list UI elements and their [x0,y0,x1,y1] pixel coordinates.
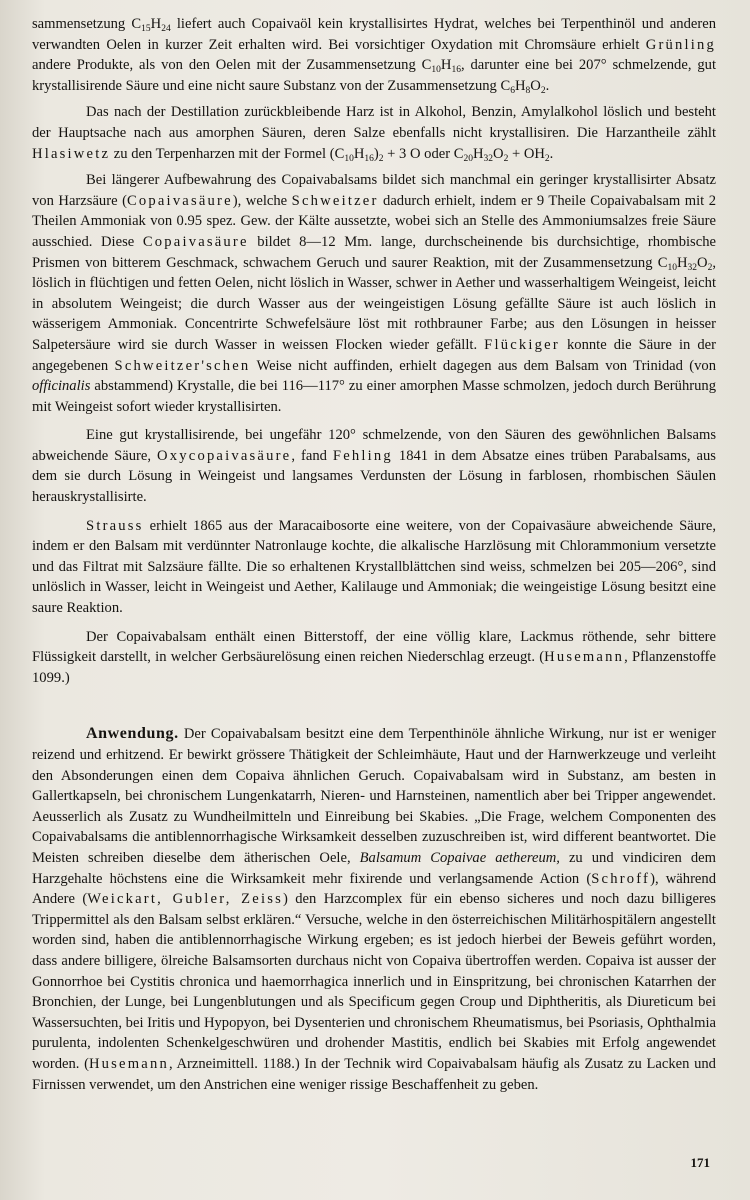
paragraph-7 [32,724,716,1095]
text-run: H [353,145,365,162]
author-name: Husemann [544,649,625,666]
subscript: 24 [161,24,171,34]
author-name: Schweitzer'schen [114,357,251,374]
text-run: + OH [508,145,545,162]
text-run: H [472,145,484,162]
text-run: Eine gut krystallisirende, bei ungefähr 120° schmelzende, von den Säuren des gewöhnlichen Balsams abweichende Säure, [32,427,716,464]
text-run: + 3 O oder C [383,145,464,162]
subscript: 8 [525,85,531,96]
text-run: , Pflanzenstoffe 1099.) [32,649,716,686]
text-run: H [514,77,526,94]
subscript: 2 [540,85,546,96]
text-run: O [530,77,541,94]
subscript: 32 [687,262,698,273]
subscript: 2 [544,153,550,164]
subscript: 10 [431,65,441,76]
paragraph-1 [32,14,716,96]
author-name: Flückiger [484,336,560,353]
subscript: 10 [344,153,354,164]
text-run: erhielt 1865 aus der Maracaibosorte eine weitere, von der Copaivasäure abweichende Säure, indem er den Balsam mit verdünnter Natronlauge kochte, die alkalische Harzlösung mit Chlorammonium versetzte und das Filtrat mit Salzsäure fällte. Die so erhaltenen Krystallblättchen sind weiss, schmelzen bei 205—206°, sind unlöslich in Wasser, leicht in Weingeist und Aether, Kalilauge und Ammoniak; die weingeistige Lösung besitzt eine saure Reaktion. [32,517,716,617]
author-names: Weickart, Gubler, Zeiss [87,891,283,908]
compound-name: Oxycopaivasäure [157,447,292,464]
text-run: , Arzneimittell. 1188.) In der Technik wird Copaivabalsam häufig als Zusatz zu Lacken und Firnissen verwendet, um den Anstrichen eine weniger rissige Beschaffenheit zu geben. [32,1055,716,1093]
text-run: andere Produkte, als von den Oelen mit der Zusammensetzung C [32,57,432,74]
text-run: bildet 8—12 Mm. lange, durchscheinende bis durchsichtige, rhombische Prismen von bitterem Geschmack, schwachem Geruch und saurer Reaktion, mit der Zusammensetzung C [32,233,716,271]
subscript: 20 [463,153,473,164]
author-name: Schweitzer [291,192,379,209]
paragraph-4 [32,425,716,507]
subscript: 15 [141,24,151,34]
subscript: 2 [503,153,509,164]
text-run: Bei längerer Aufbewahrung des Copaivabalsams bildet sich manchmal ein geringer krystallisirter Absatz von Harzsäure ( [32,172,716,209]
subscript: 2 [707,262,713,273]
text-run: ) [373,145,379,162]
page-number: 171 [690,1155,710,1170]
subscript: 2 [378,153,384,164]
text-run: Weise nicht auffinden, erhielt dagegen aus dem Balsam von Trinidad (von [250,357,716,374]
text-run: sammensetzung C [32,16,142,32]
text-run: dadurch erhielt, indem er 9 Theile Copaivabalsam mit 2 Theilen Ammoniak von 0.95 spez. Gew. der Kälte aussetzte, wobei sich an Stelle des Ammoniumsalzes freie Säure ausschied. Diese [32,192,716,250]
author-name: Schroff [591,870,651,887]
author-name: Strauss [86,517,144,534]
text-run: , löslich in flüchtigen und fetten Oelen, nicht löslich in Wasser, schwer in Aether und wasserhaltigem Weingeist, leicht in absolutem Weingeist; die durch Wasser aus der weingeistigen Lösung gefällte Säure ist auch löslich in wässerigem Ammoniak. Concentrirte Schwefelsäure löst mit rothbrauner Farbe; aus den Lösungen in heisser Salpetersäure wird sie durch Wasser in weissen Flocken wieder gefällt. [32,254,716,353]
text-run: ), während Andere ( [32,870,716,908]
text-run: ), welche [232,192,292,209]
text-run: . [545,77,550,94]
subscript: 16 [451,65,461,76]
text-run: Das nach der Destillation zurückbleibende Harz ist in Alkohol, Benzin, Amylalkohol löslich und besteht der Hauptsache nach aus amorphen Säuren, deren Salze ebenfalls nicht krystallisiren. Die Harzantheile zählt [32,104,716,141]
text-run: . [549,145,554,162]
paragraph-2 [32,102,716,164]
text-run: H [150,16,162,32]
text-run: H [440,57,452,74]
text-run: O [493,145,504,162]
text-run: zu den Terpenharzen mit der Formel (C [110,145,345,162]
author-name: Husemann [88,1055,169,1072]
text-run: H [677,254,688,271]
paragraph-6 [32,627,716,689]
compound-name: Copaivasäure [126,192,233,209]
subscript: 6 [510,85,515,96]
author-name: Hlasiwetz [32,145,111,162]
subscript: 16 [364,153,374,164]
text-run: 1841 in dem Absatze eines trüben Parabalsams, aus dem sie durch Lösung in Weingeist und langsames Verdunsten der Lösung in farblosen, rhombischen Säulen herauskrystallisirte. [32,447,716,506]
subscript: 10 [667,262,677,273]
author-name: Grünling [645,36,716,53]
text-run: zu und vindiciren dem Harzgehalte höchstens eine die Wirksamkeit mehr fixirende und verlangsamende Action ( [32,849,716,887]
body-text [32,14,716,1095]
text-run: Der Copaivabalsam besitzt eine dem Terpenthinöle ähnliche Wirkung, nur ist er weniger reizend und erhitzend. Er bewirkt grössere Thätigkeit der Schleimhäute, Haut und der Harnwerkzeuge und verleiht den Absonderungen einen dem Copaiva ähnlichen Geruch. Copaivabalsam wird in Substanz, am besten in Gallertkapseln, bei chronischem Lungenkatarrh, Nieren- und Harnsteinen, namentlich aber bei Tripper angewendet. Aeusserlich als Zusatz zu Wundheilmitteln und Einreibung bei Skabies. „Die Frage, welchem Componenten des Copaivabalsams die antiblennorrhagische Wirksamkeit desselben zuzuschreiben ist, wird different beantwortet. Die Meisten schreiben dieselbe dem ätherischen Oele, [32,726,716,866]
author-name: Fehling [332,447,393,464]
italic-term: Balsamum Copaivae aethereum, [359,849,560,866]
text-run: liefert auch Copaivaöl kein krystallisirtes Hydrat, welches bei Terpenthinöl und anderen verwandten Oelen in kurzer Zeit erhalten wird. Bei vorsichtiger Oxydation mit Chromsäure erhielt [32,16,716,53]
text-run: O [697,254,708,271]
text-run: abstammend) Krystalle, die bei 116—117° zu einer amorphen Masse schmolzen, jedoch durch Berührung mit Weingeist sofort wieder krystallisirten. [32,378,716,415]
italic-term: officinalis [32,378,91,395]
section-heading: Anwendung. [86,725,179,743]
text-run: ) den Harzcomplex für ein ebenso sicheres und noch dazu billigeres Trippermittel als den Balsam selbst erklären.“ Versuche, welche in den österreichischen Militärhospitälern angestellt worden sind, haben die antiblennorrhagische Wirkung ergeben; es ist jedoch hierbei der Beweis geführt worden, dass andere billigere, ölreiche Balsamsorten durchaus nicht von Copaiva übertroffen werden. Copaiva ist ausser der Gonnorrhoe bei Cystitis chronica und haemorrhagica innerlich und in Einspritzung, bei chronischen Katarrhen der Bronchien, der Lunge, bei Lungenblutungen und als Specificum gegen Croup und Diphtheritis, als Diureticum bei Wassersuchten, bei Iritis und Hypopyon, bei Dysenterien und chronischem Rheumatismus, bei Psoriasis, Ophthalmia purulenta, indolenten Schenkelgeschwüren und drohender Mastitis, endlich bei Skabies mit Erfolg angewendet worden. ( [32,891,716,1072]
text-run: , darunter eine bei 207° schmelzende, gut krystallisirende Säure und eine nicht saure Substanz von der Zusammensetzung C [32,57,717,94]
text-run: Der Copaivabalsam enthält einen Bitterstoff, der eine völlig klare, Lackmus röthende, sehr bittere Flüssigkeit darstellt, in welcher Gerbsäurelösung einen reichen Niederschlag erzeugt. ( [32,628,716,666]
compound-name: Copaivasäure [142,233,249,250]
paragraph-5 [32,516,716,619]
text-run: konnte die Säure in der angegebenen [32,336,716,374]
subscript: 32 [483,153,494,164]
text-run: , fand [291,447,333,464]
paragraph-3 [32,170,716,417]
